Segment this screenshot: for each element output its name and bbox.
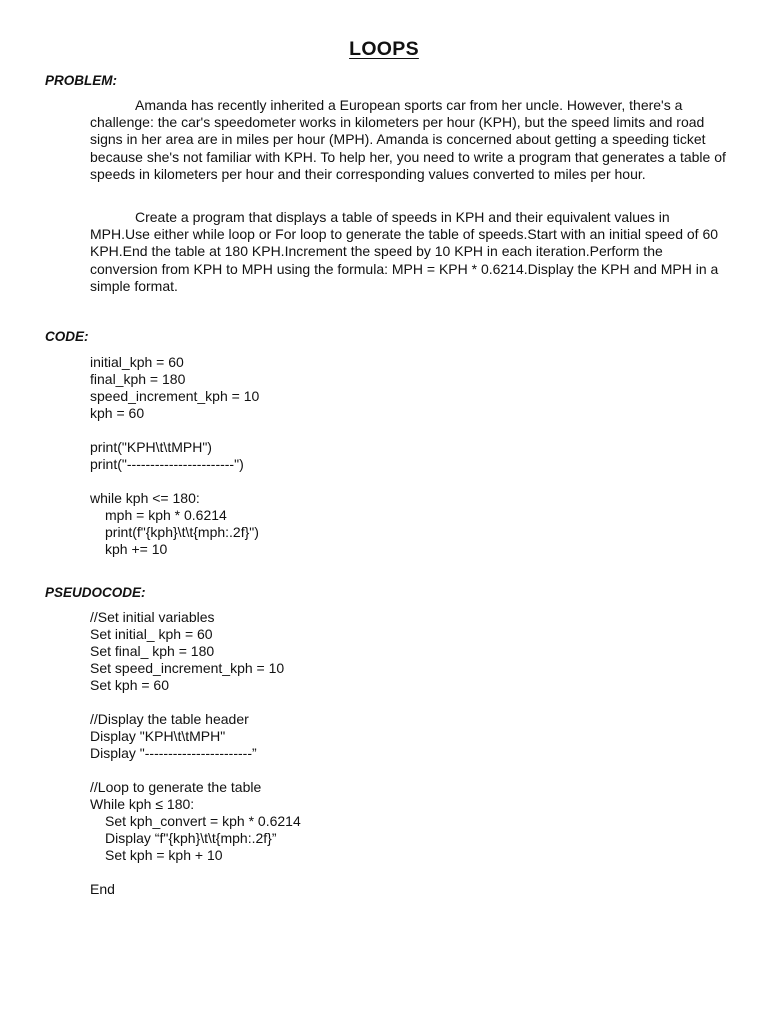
pseudocode-line: Set kph = 60 bbox=[90, 677, 170, 693]
code-blank-line bbox=[90, 422, 650, 439]
code-line: mph = kph * 0.6214 bbox=[105, 507, 227, 523]
pseudocode-line: //Set initial variables bbox=[90, 609, 215, 625]
code-line: kph = 60 bbox=[90, 405, 145, 421]
pseudocode-heading: PSEUDOCODE: bbox=[45, 585, 146, 600]
pseudocode-line: Set final_ kph = 180 bbox=[90, 643, 215, 659]
problem-paragraph-2-text: Create a program that displays a table of speeds in KPH and their equivalent values in MPH.Use either while loop or For loop to generate the table of speeds.Start with an initial speed of 60 KPH.End the table at 180 KPH.Increment the speed by 10 KPH in each iteration.Perform the conversion from KPH to MPH using the formula: MPH = KPH * 0.6214.Display the KPH and MPH in a simple format. bbox=[90, 209, 719, 294]
pseudocode-line: Set speed_increment_kph = 10 bbox=[90, 660, 285, 676]
code-line: print("KPH\t\tMPH") bbox=[90, 439, 212, 455]
pseudocode-line: Display “f"{kph}\t\t{mph:.2f}” bbox=[105, 830, 277, 846]
pseudocode-line: End bbox=[90, 881, 115, 897]
problem-heading: PROBLEM: bbox=[45, 73, 117, 88]
code-line: while kph <= 180: bbox=[90, 490, 200, 506]
pseudocode-line: //Loop to generate the table bbox=[90, 779, 262, 795]
pseudocode-line: Set initial_ kph = 60 bbox=[90, 626, 213, 642]
code-line: print(f"{kph}\t\t{mph:.2f}") bbox=[105, 524, 259, 540]
code-line: initial_kph = 60 bbox=[90, 354, 184, 370]
pseudocode-line: Set kph_convert = kph * 0.6214 bbox=[105, 813, 301, 829]
pseudocode-line: //Display the table header bbox=[90, 711, 249, 727]
pseudocode-blank-line bbox=[90, 864, 650, 881]
code-line: print("-----------------------") bbox=[90, 456, 244, 472]
pseudocode-line: Display "KPH\t\tMPH" bbox=[90, 728, 226, 744]
pseudocode-block bbox=[90, 609, 650, 898]
code-blank-line bbox=[90, 473, 650, 490]
problem-paragraph-1 bbox=[90, 97, 726, 183]
problem-paragraph-2 bbox=[90, 209, 726, 295]
pseudocode-blank-line bbox=[90, 694, 650, 711]
code-line: speed_increment_kph = 10 bbox=[90, 388, 260, 404]
pseudocode-line: Set kph = kph + 10 bbox=[105, 847, 223, 863]
code-line: final_kph = 180 bbox=[90, 371, 186, 387]
problem-paragraph-1-text: Amanda has recently inherited a European sports car from her uncle. However, there's a challenge: the car's speedometer works in kilometers per hour (KPH), but the speed limits and road signs in her area are in miles per hour (MPH). Amanda is concerned about getting a speeding ticket because she's not familiar with KPH. To help her, you need to write a program that generates a table of speeds in kilometers per hour and their corresponding values converted to miles per hour. bbox=[90, 97, 726, 182]
pseudocode-line: Display "-----------------------” bbox=[90, 745, 257, 761]
code-line: kph += 10 bbox=[105, 541, 168, 557]
code-heading: CODE: bbox=[45, 329, 89, 344]
pseudocode-blank-line bbox=[90, 762, 650, 779]
code-block bbox=[90, 354, 650, 558]
pseudocode-line: While kph ≤ 180: bbox=[90, 796, 195, 812]
page-title: LOOPS bbox=[349, 38, 419, 60]
